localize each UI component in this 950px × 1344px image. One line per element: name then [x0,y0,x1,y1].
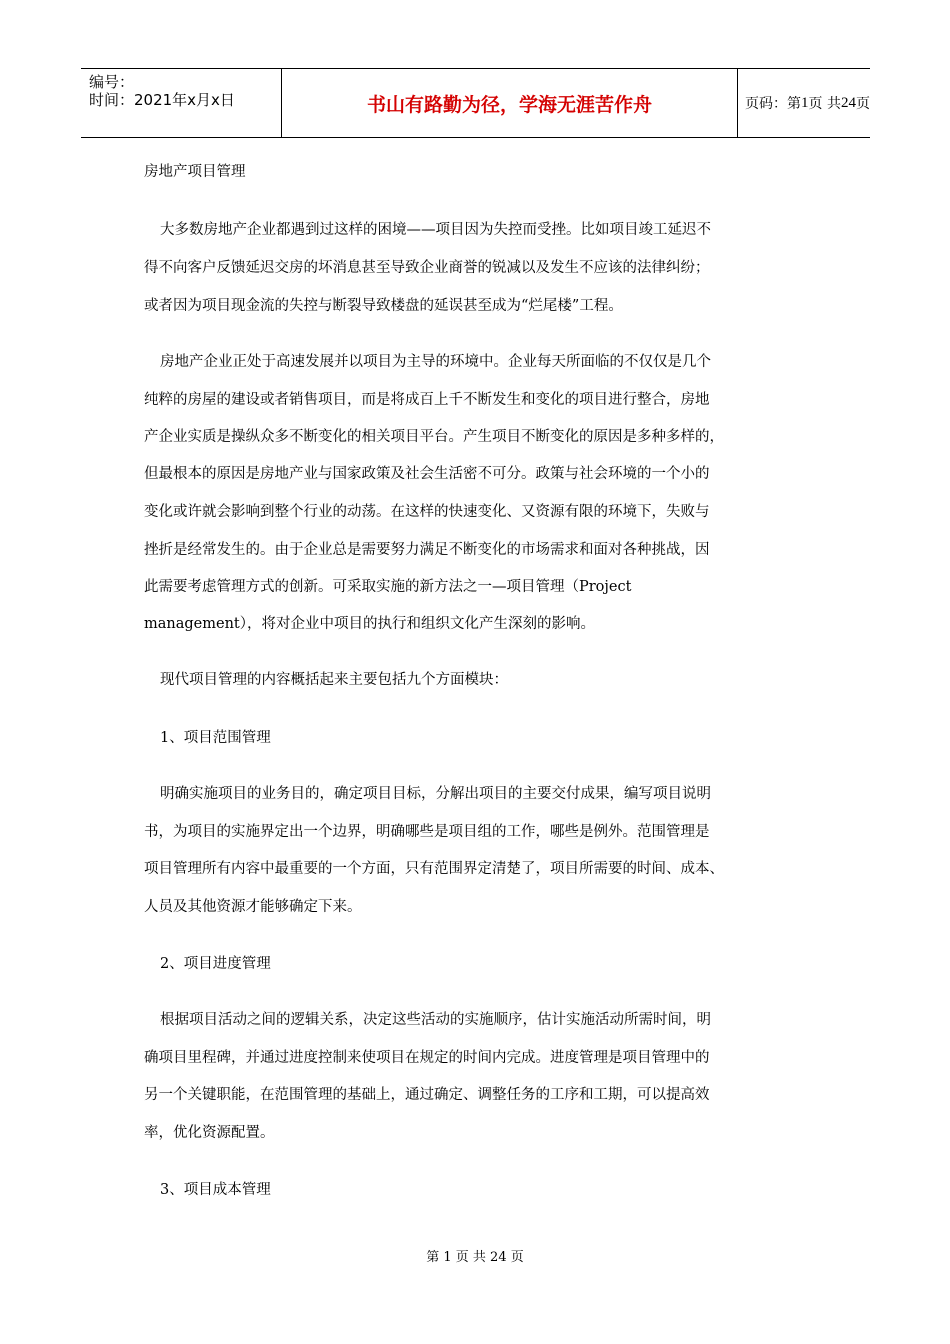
page-footer: 第 1 页 共 24 页 [426,1250,524,1265]
page-total: 24 [840,94,856,111]
text-line: 人员及其他资源才能够确定下来。 [144,899,362,915]
text-line: 得不向客户反馈延迟交房的坏消息甚至导致企业商誉的锐减以及发生不应该的法律纠纷； [144,260,710,276]
text-line: 产企业实质是操纵众多不断变化的相关项目平台。产生项目不断变化的原因是多种多样的， [144,429,724,445]
document-title: 房地产项目管理 [144,164,246,180]
text-line: 书，为项目的实施界定出一个边界，明确哪些是项目组的工作，哪些是例外。范围管理是 [144,824,710,840]
section-heading: 2、项目进度管理 [160,956,271,972]
text-line: 此需要考虑管理方式的创新。可采取实施的新方法之一—项目管理（Project [144,579,632,595]
text-line: 确项目里程碑，并通过进度控制来使项目在规定的时间内完成。进度管理是项目管理中的 [144,1050,710,1066]
header-page-number [737,69,870,137]
text-line: 现代项目管理的内容概括起来主要包括九个方面模块： [160,672,508,688]
page-current: 1 [801,94,809,111]
document-date: 时间：2021年x月x日 [89,91,235,109]
document-number-label: 编号： [89,73,135,91]
text-line: 变化或许就会影响到整个行业的动荡。在这样的快速变化、又资源有限的环境下，失败与 [144,504,710,520]
section-heading: 1、项目范围管理 [160,730,271,746]
text-line: 另一个关键职能，在范围管理的基础上，通过确定、调整任务的工序和工期，可以提高效 [144,1087,710,1103]
text-line: 纯粹的房屋的建设或者销售项目，而是将成百上千不断发生和变化的项目进行整合，房地 [144,392,710,408]
page-end-label: 页 [855,96,870,112]
text-line: 率，优化资源配置。 [144,1125,275,1141]
text-line: 挫折是经常发生的。由于企业总是需要努力满足不断变化的市场需求和面对各种挑战，因 [144,542,710,558]
text-line: 房地产企业正处于高速发展并以项目为主导的环境中。企业每天所面临的不仅仅是几个 [160,354,711,370]
page-mid-label: 页 共 [808,96,841,112]
page-header [81,68,870,138]
section-heading: 3、项目成本管理 [160,1182,271,1198]
text-line: 明确实施项目的业务目的，确定项目目标，分解出项目的主要交付成果，编写项目说明 [160,786,711,802]
text-line: 大多数房地产企业都遇到过这样的困境——项目因为失控而受挫。比如项目竣工延迟不 [160,222,711,238]
text-line: management），将对企业中项目的执行和组织文化产生深刻的影响。 [144,616,595,632]
text-line: 根据项目活动之间的逻辑关系，决定这些活动的实施顺序，估计实施活动所需时间，明 [160,1012,711,1028]
header-motto: 书山有路勤为径，学海无涯苦作舟 [281,69,738,137]
page-label: 页码：第 [745,96,801,112]
text-line: 但最根本的原因是房地产业与国家政策及社会生活密不可分。政策与社会环境的一个小的 [144,466,710,482]
header-info-cell [81,69,281,137]
text-line: 或者因为项目现金流的失控与断裂导致楼盘的延误甚至成为“烂尾楼”工程。 [144,298,623,314]
text-line: 项目管理所有内容中最重要的一个方面，只有范围界定清楚了，项目所需要的时间、成本、 [144,861,724,877]
